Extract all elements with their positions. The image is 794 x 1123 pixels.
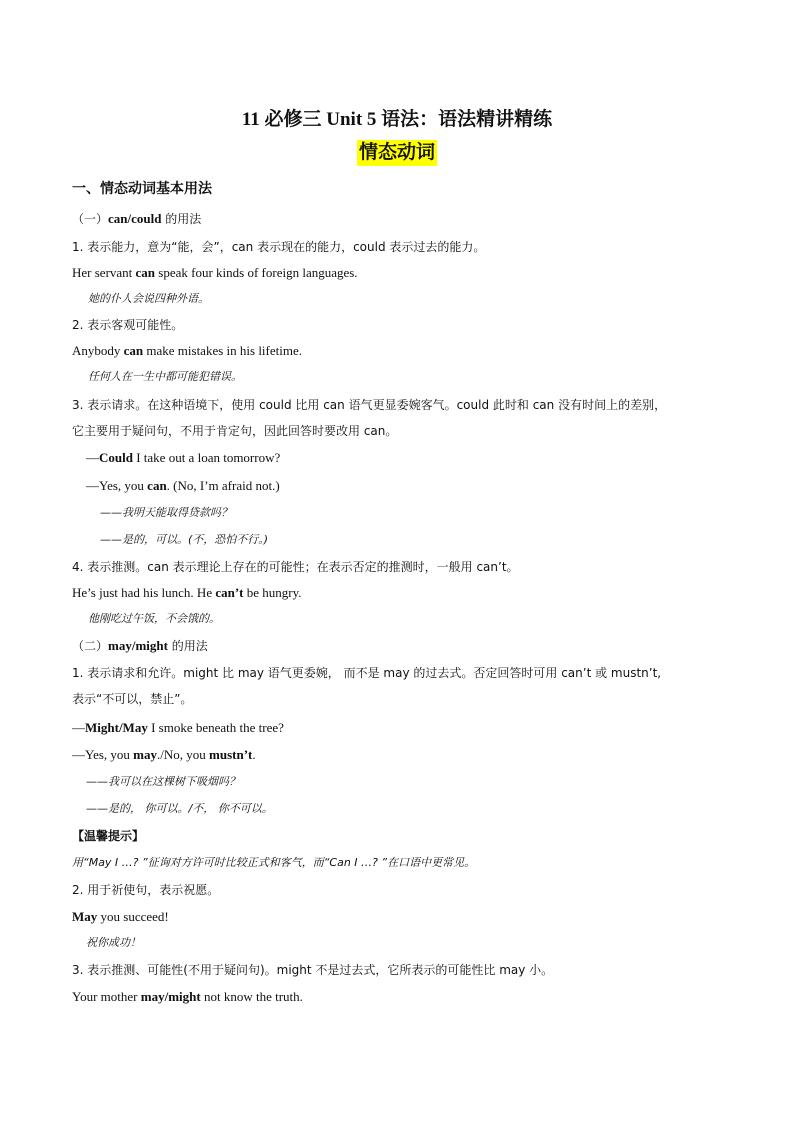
subsection-heading-can-could xyxy=(72,210,201,228)
may-rule-1-line-2: 表示“不可以，禁止”。 xyxy=(72,692,193,706)
subsection-prefix: （一） xyxy=(72,212,109,226)
may-translation-2: 祝你成功！ xyxy=(86,936,141,949)
may-translation-1-question: ——我可以在这棵树下吸烟吗？ xyxy=(86,775,240,788)
may-rule-3: 3. 表示推测、可能性(不用于疑问句)。might 不是过去式，它所表示的可能性比 may 小。 xyxy=(72,963,554,977)
tip-text: 用“May I …? ”征询对方许可时比较正式和客气，而“Can I …? ”在口语中更常见。 xyxy=(72,856,476,869)
may-rule-2: 2. 用于祈使句，表示祝愿。 xyxy=(72,883,220,897)
may-example-1-answer: —Yes, you may./No, you mustn’t. xyxy=(72,747,256,762)
can-example-3-question: —Could I take out a loan tomorrow? xyxy=(86,450,281,465)
can-rule-1: 1. 表示能力，意为“能，会”，can 表示现在的能力，could 表示过去的能力。 xyxy=(72,240,486,254)
subsection-keyword: can/could xyxy=(108,211,162,226)
may-translation-1-answer: ——是的， 你可以。/不， 你不可以。 xyxy=(86,802,273,815)
can-translation-1: 她的仆人会说四种外语。 xyxy=(88,292,209,305)
can-rule-4: 4. 表示推测。can 表示理论上存在的可能性；在表示否定的推测时，一般用 can’t。 xyxy=(72,560,519,574)
may-example-1-question: —Might/May I smoke beneath the tree? xyxy=(72,720,284,735)
can-translation-4: 他刚吃过午饭，不会饿的。 xyxy=(88,612,220,625)
subtitle-wrap xyxy=(0,140,794,166)
can-translation-3-answer: ——是的，可以。(不，恐怕不行。) xyxy=(100,533,269,546)
can-example-1: Her servant can speak four kinds of foreign languages. xyxy=(72,265,358,280)
section-heading-1: 一、情态动词基本用法 xyxy=(72,181,212,197)
can-translation-2: 任何人在一生中都可能犯错误。 xyxy=(88,370,242,383)
page-subtitle: 情态动词 xyxy=(357,140,437,166)
can-translation-3-question: ——我明天能取得贷款吗？ xyxy=(100,506,232,519)
subsection-heading-may-might: （二）may/might 的用法 xyxy=(72,638,208,653)
can-example-4: He’s just had his lunch. He can’t be hungry. xyxy=(72,585,302,600)
can-rule-3-line-2: 它主要用于疑问句，不用于肯定句，因此回答时要改用 can。 xyxy=(72,424,398,438)
subsection-suffix: 的用法 xyxy=(161,212,202,226)
can-rule-2: 2. 表示客观可能性。 xyxy=(72,318,184,332)
can-example-3-answer: —Yes, you can. (No, I’m afraid not.) xyxy=(86,478,280,493)
tip-heading: 【温馨提示】 xyxy=(72,829,145,843)
may-rule-1-line-1: 1. 表示请求和允许。might 比 may 语气更委婉， 而不是 may 的过去式。否定回答时可用 can’t 或 mustn’t, xyxy=(72,666,662,680)
may-example-3: Your mother may/might not know the truth. xyxy=(72,989,303,1004)
can-example-2: Anybody can make mistakes in his lifetime. xyxy=(72,343,302,358)
page-title: 11 必修三 Unit 5 语法：语法精讲精练 xyxy=(241,109,553,130)
can-rule-3-line-1: 3. 表示请求。在这种语境下，使用 could 比用 can 语气更显委婉客气。could 此时和 can 没有时间上的差别， xyxy=(72,398,667,412)
may-example-2: May you succeed! xyxy=(72,909,169,924)
